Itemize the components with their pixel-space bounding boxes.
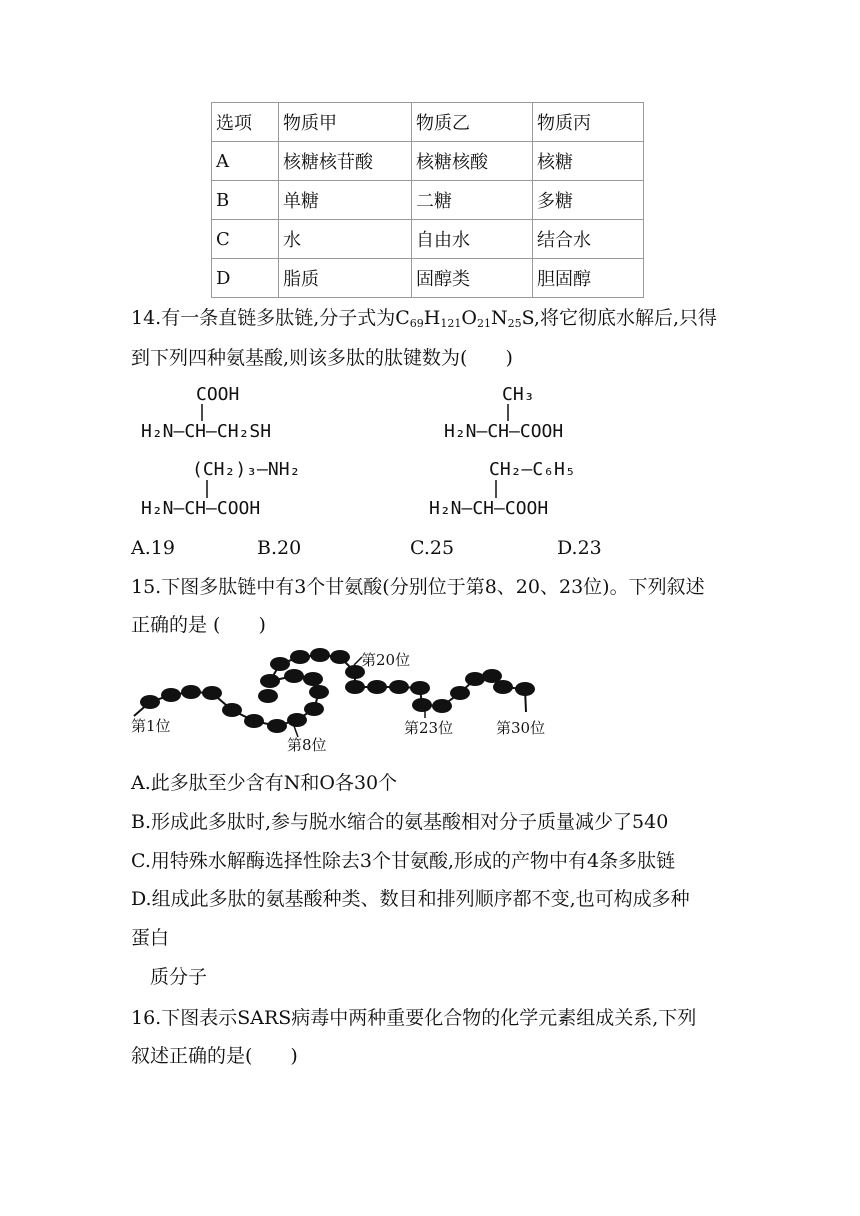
q16-line1: 16.下图表示SARS病毒中两种重要化合物的化学元素组成关系,下列 [131, 1007, 697, 1029]
table-cell: 核糖核酸 [412, 142, 533, 181]
table-cell: C [212, 220, 279, 259]
amino-acid-bead [161, 688, 181, 702]
amino-acid-bead [465, 672, 485, 686]
aa1-main: H₂N—CH—CH₂SH [141, 421, 272, 442]
amino-acid-bead [410, 681, 430, 695]
amino-acid-bead [450, 686, 470, 700]
chain-beads [140, 648, 535, 733]
amino-acid-bead [309, 685, 329, 699]
amino-acid-bead [412, 698, 432, 712]
amino-acid-bead [515, 682, 535, 696]
q15-option-a[interactable]: A.此多肽至少含有N和O各30个 [131, 772, 398, 794]
aa4-top: CH₂—C₆H₅ [489, 459, 576, 480]
amino-acid-bead [367, 680, 387, 694]
aa3-main: H₂N—CH—COOH [141, 498, 261, 519]
amino-acid-bead [493, 680, 513, 694]
amino-acid-bead [140, 695, 160, 709]
amino-acid-bead [345, 680, 365, 694]
q15-option-d-cont: 蛋白 [131, 927, 170, 949]
q14-text: 14.有一条直链多肽链,分子式为C [131, 307, 410, 329]
amino-acid-bead [303, 672, 323, 686]
amino-acid-bead [287, 713, 307, 727]
table-cell: 水 [279, 220, 412, 259]
subscript: 69 [409, 317, 424, 330]
element-symbol: N [490, 307, 508, 329]
aa3-top: (CH₂)₃—NH₂ [192, 459, 301, 480]
table-cell: 自由水 [412, 220, 533, 259]
table-cell: 胆固醇 [533, 259, 644, 298]
table-cell: D [212, 259, 279, 298]
subscript: 25 [507, 317, 522, 330]
table-cell: 选项 [212, 103, 279, 142]
aa1-top: COOH [196, 384, 240, 405]
table-cell: 脂质 [279, 259, 412, 298]
table-cell: 单糖 [279, 181, 412, 220]
q16-line2: 叙述正确的是( ) [131, 1045, 298, 1067]
amino-acid-bead [330, 650, 350, 664]
amino-acid-bead [260, 674, 280, 688]
amino-acid-bead [222, 703, 242, 717]
label-position-20: 第20位 [361, 651, 411, 669]
table-cell: 物质乙 [412, 103, 533, 142]
q15-line2: 正确的是 ( ) [131, 614, 266, 636]
table-cell: 物质甲 [279, 103, 412, 142]
q14-option-a[interactable]: A.19 [131, 537, 175, 559]
amino-acid-bead [304, 702, 324, 716]
table-cell: 结合水 [533, 220, 644, 259]
label-position-23: 第23位 [404, 719, 454, 737]
amino-acid-bead [244, 714, 264, 728]
table-cell: B [212, 181, 279, 220]
label-position-1: 第1位 [131, 717, 171, 735]
amino-acid-bead [432, 699, 452, 713]
amino-acid-bead [181, 685, 201, 699]
table-cell: 核糖核苷酸 [279, 142, 412, 181]
q15-option-c[interactable]: C.用特殊水解酶选择性除去3个甘氨酸,形成的产物中有4条多肽链 [131, 850, 676, 872]
amino-acid-bead [270, 657, 290, 671]
element-symbol: H [423, 307, 441, 329]
q15-option-d[interactable]: D.组成此多肽的氨基酸种类、数目和排列顺序都不变,也可构成多种 [131, 888, 690, 910]
q15-line1: 15.下图多肽链中有3个甘氨酸(分别位于第8、20、23位)。下列叙述 [131, 576, 705, 598]
amino-acid-bead [267, 719, 287, 733]
amino-acid-bead [202, 686, 222, 700]
subscript: 21 [476, 317, 491, 330]
amino-acid-bead [258, 689, 278, 703]
amino-acid-bead [389, 680, 409, 694]
q15-option-b[interactable]: B.形成此多肽时,参与脱水缩合的氨基酸相对分子质量减少了540 [131, 811, 669, 833]
aa2-main: H₂N—CH—COOH [444, 421, 564, 442]
q14-option-d[interactable]: D.23 [557, 537, 602, 559]
table-cell: A [212, 142, 279, 181]
table-cell: 多糖 [533, 181, 644, 220]
amino-acid-bead [284, 669, 304, 683]
table-cell: 核糖 [533, 142, 644, 181]
table-cell: 固醇类 [412, 259, 533, 298]
q14-option-c[interactable]: C.25 [410, 537, 455, 559]
amino-acid-bead [310, 648, 330, 662]
subscript: 121 [440, 317, 462, 330]
aa2-top: CH₃ [502, 384, 535, 405]
q14-option-b[interactable]: B.20 [257, 537, 302, 559]
table-cell: 二糖 [412, 181, 533, 220]
q15-option-d-cont2: 质分子 [150, 966, 208, 988]
aa4-main: H₂N—CH—COOH [429, 498, 549, 519]
table-cell: 物质丙 [533, 103, 644, 142]
label-position-30: 第30位 [496, 719, 546, 737]
amino-acid-bead [290, 650, 310, 664]
label-position-8: 第8位 [287, 736, 327, 754]
element-symbol: O [461, 307, 477, 329]
q14-line2: 到下列四种氨基酸,则该多肽的肽键数为( ) [131, 347, 513, 369]
q14-text: S,将它彻底水解后,只得 [521, 307, 717, 329]
